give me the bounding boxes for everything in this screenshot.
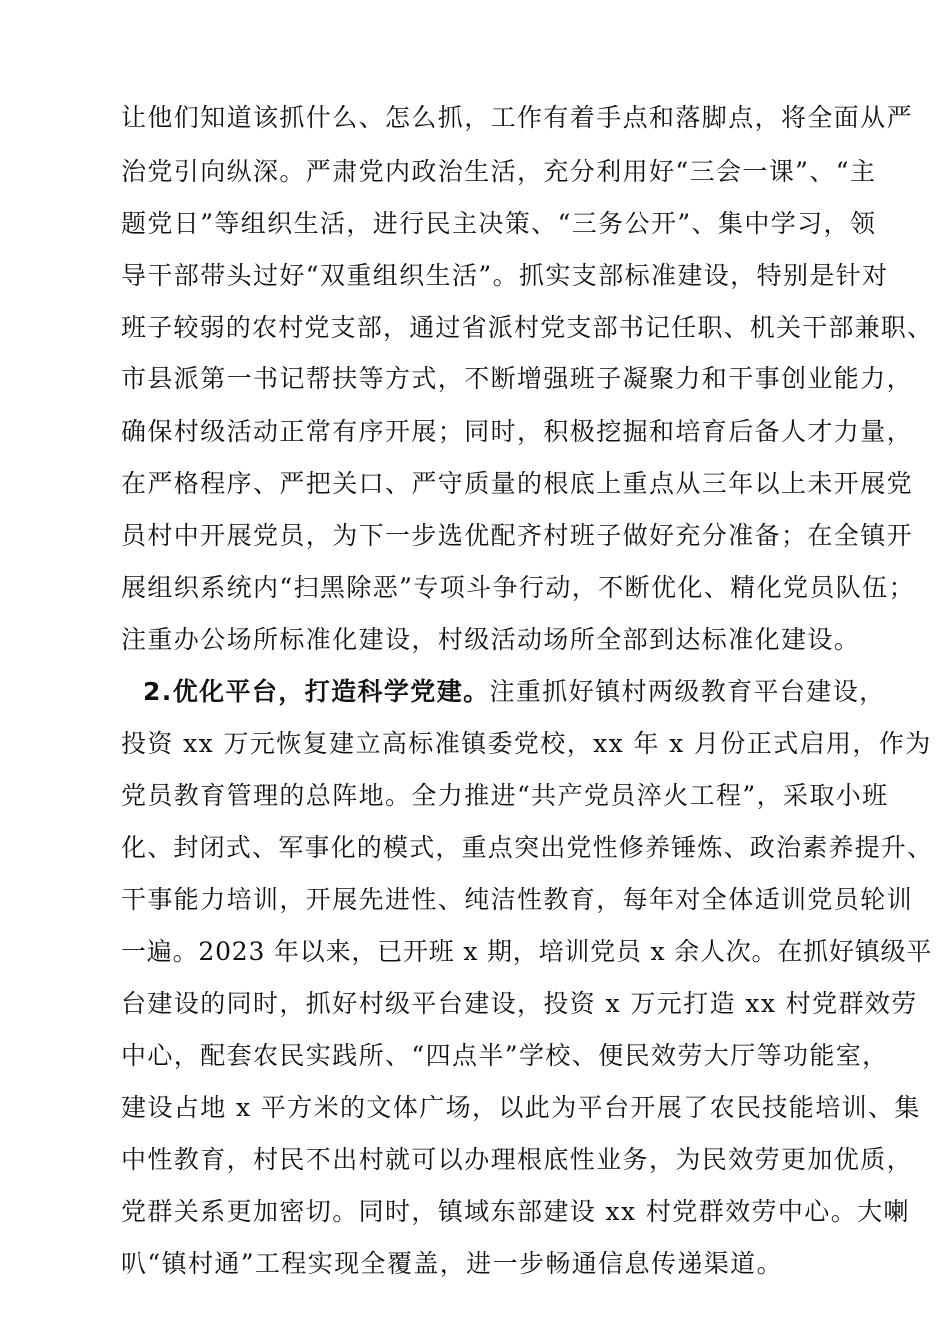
text-line: 建设占地 x 平方米的文体广场，以此为平台开展了农民技能培训、集	[121, 1093, 921, 1122]
text-line: 导干部带头过好“双重组织生活”。抓实支部标准建设，特别是针对	[121, 261, 889, 290]
text-line: 化、封闭式、军事化的模式，重点突出党性修养锤炼、政治素养提升、	[121, 833, 934, 862]
heading-line-text: 注重抓好镇村两级教育平台建设，	[489, 677, 886, 706]
text-line: 党员教育管理的总阵地。全力推进“共产党员淬火工程”，采取小班	[121, 781, 889, 810]
text-line: 治党引向纵深。严肃党内政治生活，充分利用好“三会一课”、“主	[121, 157, 877, 186]
text-line: 干事能力培训，开展先进性、纯洁性教育，每年对全体适训党员轮训	[121, 885, 914, 914]
section-heading: 2.优化平台，打造科学党建。	[143, 677, 490, 706]
text-line: 注重办公场所标准化建设，村级活动场所全部到达标准化建设。	[121, 625, 861, 654]
text-line: 台建设的同时，抓好村级平台建设，投资 x 万元打造 xx 村党群效劳	[121, 989, 918, 1018]
text-line: 中心，配套农民实践所、“四点半”学校、便民效劳大厅等功能室，	[121, 1041, 889, 1070]
text-line: 一遍。2023 年以来，已开班 x 期，培训党员 x 余人次。在抓好镇级平	[121, 937, 933, 966]
text-line: 题党日”等组织生活，进行民主决策、“三务公开”、集中学习，领	[121, 209, 877, 238]
text-line: 中性教育，村民不出村就可以办理根底性业务，为民效劳更加优质，	[121, 1145, 914, 1174]
text-line: 市县派第一书记帮扶等方式，不断增强班子凝聚力和干事创业能力，	[121, 364, 914, 393]
text-line: 叭“镇村通”工程实现全覆盖，进一步畅通信息传递渠道。	[121, 1249, 783, 1278]
text-line: 投资 xx 万元恢复建立高标准镇委党校，xx 年 x 月份正式启用，作为	[121, 729, 932, 758]
text-line: 在严格程序、严把关口、严守质量的根底上重点从三年以上未开展党	[121, 469, 914, 498]
text-line: 确保村级活动正常有序开展；同时，积极挖掘和培育后备人才力量，	[121, 417, 914, 446]
text-line: 让他们知道该抓什么、怎么抓，工作有着手点和落脚点，将全面从严	[121, 103, 914, 132]
text-line: 展组织系统内“扫黑除恶”专项斗争行动，不断优化、精化党员队伍；	[121, 573, 915, 602]
text-line: 党群关系更加密切。同时，镇域东部建设 xx 村党群效劳中心。大喇	[121, 1197, 910, 1226]
text-line: 员村中开展党员，为下一步选优配齐村班子做好充分准备；在全镇开	[121, 521, 914, 550]
text-line: 班子较弱的农村党支部，通过省派村党支部书记任职、机关干部兼职、	[121, 313, 934, 342]
paragraph-2-first-line	[143, 677, 903, 707]
